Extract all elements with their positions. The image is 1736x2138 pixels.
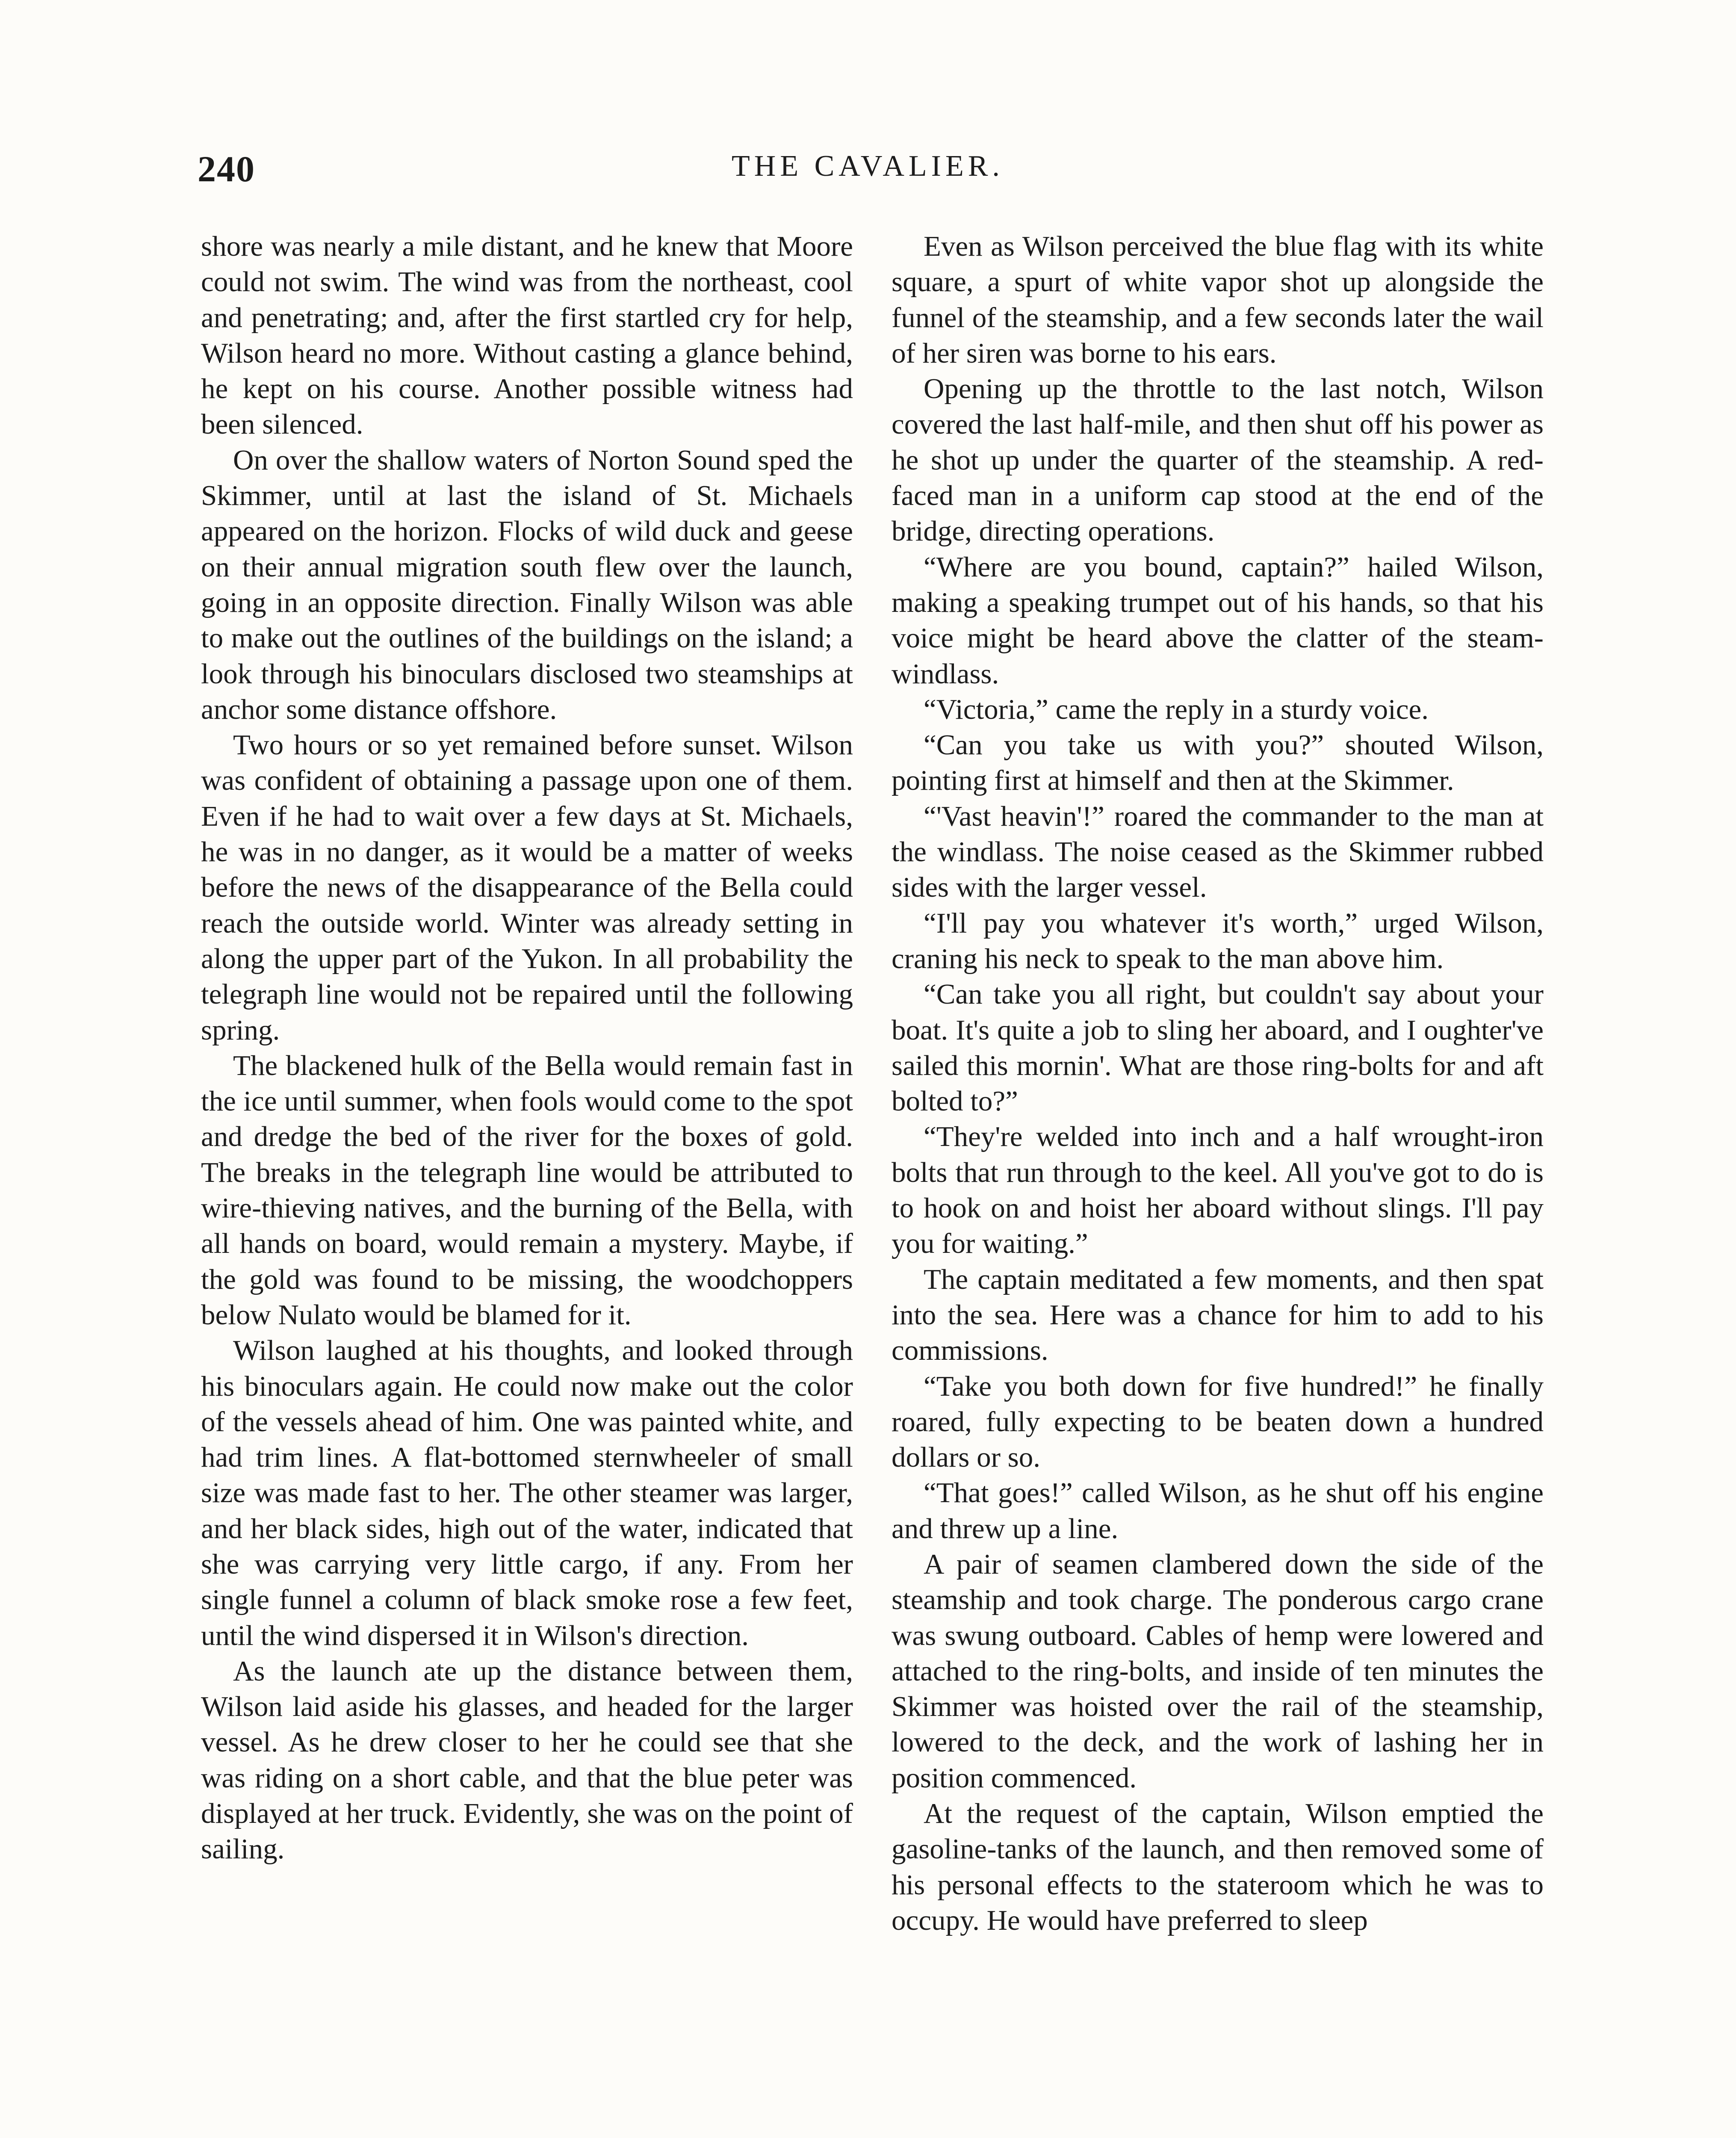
running-title: THE CAVALIER. xyxy=(732,150,1004,183)
paragraph: Two hours or so yet remained before sunset. Wilson was confident of obtaining a passage upon one of them. Even if he had to wait over a few days at St. Michaels, he was in no danger, as it would be a matter of weeks before the news of the disappearance of the Bella could reach the outside world. Winter was already setting in along the upper part of the Yukon. In all probability the telegraph line would not be repaired until the following spring. xyxy=(201,729,853,1046)
paragraph: Wilson laughed at his thoughts, and looked through his binoculars again. He could now make out the color of the vessels ahead of him. One was painted white, and had trim lines. A flat-bottomed sternwheeler of small size was made fast to her. The other steamer was larger, and her black sides, high out of the water, indicated that she was carrying very little cargo, if any. From her single funnel a column of black smoke rose a few feet, until the wind dispersed it in Wilson's direction. xyxy=(201,1335,853,1651)
paragraph: Even as Wilson perceived the blue flag with its white square, a spurt of white vapor shot up alongside the funnel of the steamship, and a few seconds later the wail of her siren was borne to his ears. xyxy=(892,230,1544,369)
paragraph: The captain meditated a few moments, and then spat into the sea. Here was a chance for him to add to his commissions. xyxy=(892,1263,1544,1367)
page-number: 240 xyxy=(198,148,255,189)
right-column xyxy=(892,229,1544,1938)
paragraph: shore was nearly a mile distant, and he knew that Moore could not swim. The wind was from the northeast, cool and penetrating; and, after the first startled cry for help, Wilson heard no more. Without casting a glance behind, he kept on his course. Another possible witness had been silenced. xyxy=(201,230,853,440)
paragraph: “I'll pay you whatever it's worth,” urged Wilson, craning his neck to speak to the man above him. xyxy=(892,907,1544,975)
paragraph: The blackened hulk of the Bella would remain fast in the ice until summer, when fools would come to the spot and dredge the bed of the river for the boxes of gold. The breaks in the telegraph line would be attributed to wire-thieving natives, and the burning of the Bella, with all hands on board, would remain a mystery. Maybe, if the gold was found to be missing, the woodchoppers below Nulato would be blamed for it. xyxy=(201,1049,853,1331)
page-header xyxy=(198,148,1538,199)
paragraph: “That goes!” called Wilson, as he shut off his engine and threw up a line. xyxy=(892,1477,1544,1544)
paragraph: “They're welded into inch and a half wrought-iron bolts that run through to the keel. All you've got to do is to hook on and hoist her aboard without slings. I'll pay you for waiting.” xyxy=(892,1121,1544,1260)
paragraph: “Take you both down for five hundred!” he finally roared, fully expecting to be beaten down a hundred dollars or so. xyxy=(892,1370,1544,1474)
paragraph: “Can take you all right, but couldn't say about your boat. It's quite a job to sling her aboard, and I oughter've sailed this mornin'. What are those ring-bolts for and aft bolted to?” xyxy=(892,978,1544,1117)
left-column xyxy=(201,229,853,1867)
paragraph: “Where are you bound, captain?” hailed Wilson, making a speaking trumpet out of his hands, so that his voice might be heard above the clatter of the steam-windlass. xyxy=(892,551,1544,690)
paragraph: “Victoria,” came the reply in a sturdy voice. xyxy=(924,693,1429,725)
paragraph: A pair of seamen clambered down the side of the steamship and took charge. The ponderous cargo crane was swung outboard. Cables of hemp were lowered and attached to the ring-bolts, and inside of ten minutes the Skimmer was hoisted over the rail of the steamship, lowered to the deck, and the work of lashing her in position commenced. xyxy=(892,1548,1544,1794)
paragraph: As the launch ate up the distance between them, Wilson laid aside his glasses, and headed for the larger vessel. As he drew closer to her he could see that she was riding on a short cable, and that the blue peter was displayed at her truck. Evidently, she was on the point of sailing. xyxy=(201,1655,853,1865)
paragraph: “'Vast heavin'!” roared the commander to the man at the windlass. The noise ceased as the Skimmer rubbed sides with the larger vessel. xyxy=(892,800,1544,904)
paragraph: Opening up the throttle to the last notch, Wilson covered the last half-mile, and then shut off his power as he shot up under the quarter of the steamship. A red-faced man in a uniform cap stood at the end of the bridge, directing operations. xyxy=(892,373,1544,547)
paragraph: On over the shallow waters of Norton Sound sped the Skimmer, until at last the island of St. Michaels appeared on the horizon. Flocks of wild duck and geese on their annual migration south flew over the launch, going in an opposite direction. Finally Wilson was able to make out the outlines of the buildings on the island; a look through his binoculars disclosed two steamships at anchor some distance offshore. xyxy=(201,444,853,725)
paragraph: “Can you take us with you?” shouted Wilson, pointing first at himself and then at the Skimmer. xyxy=(892,729,1544,797)
paragraph: At the request of the captain, Wilson emptied the gasoline-tanks of the launch, and then removed some of his personal effects to the stateroom which he was to occupy. He would have preferred to sleep xyxy=(892,1798,1544,1936)
